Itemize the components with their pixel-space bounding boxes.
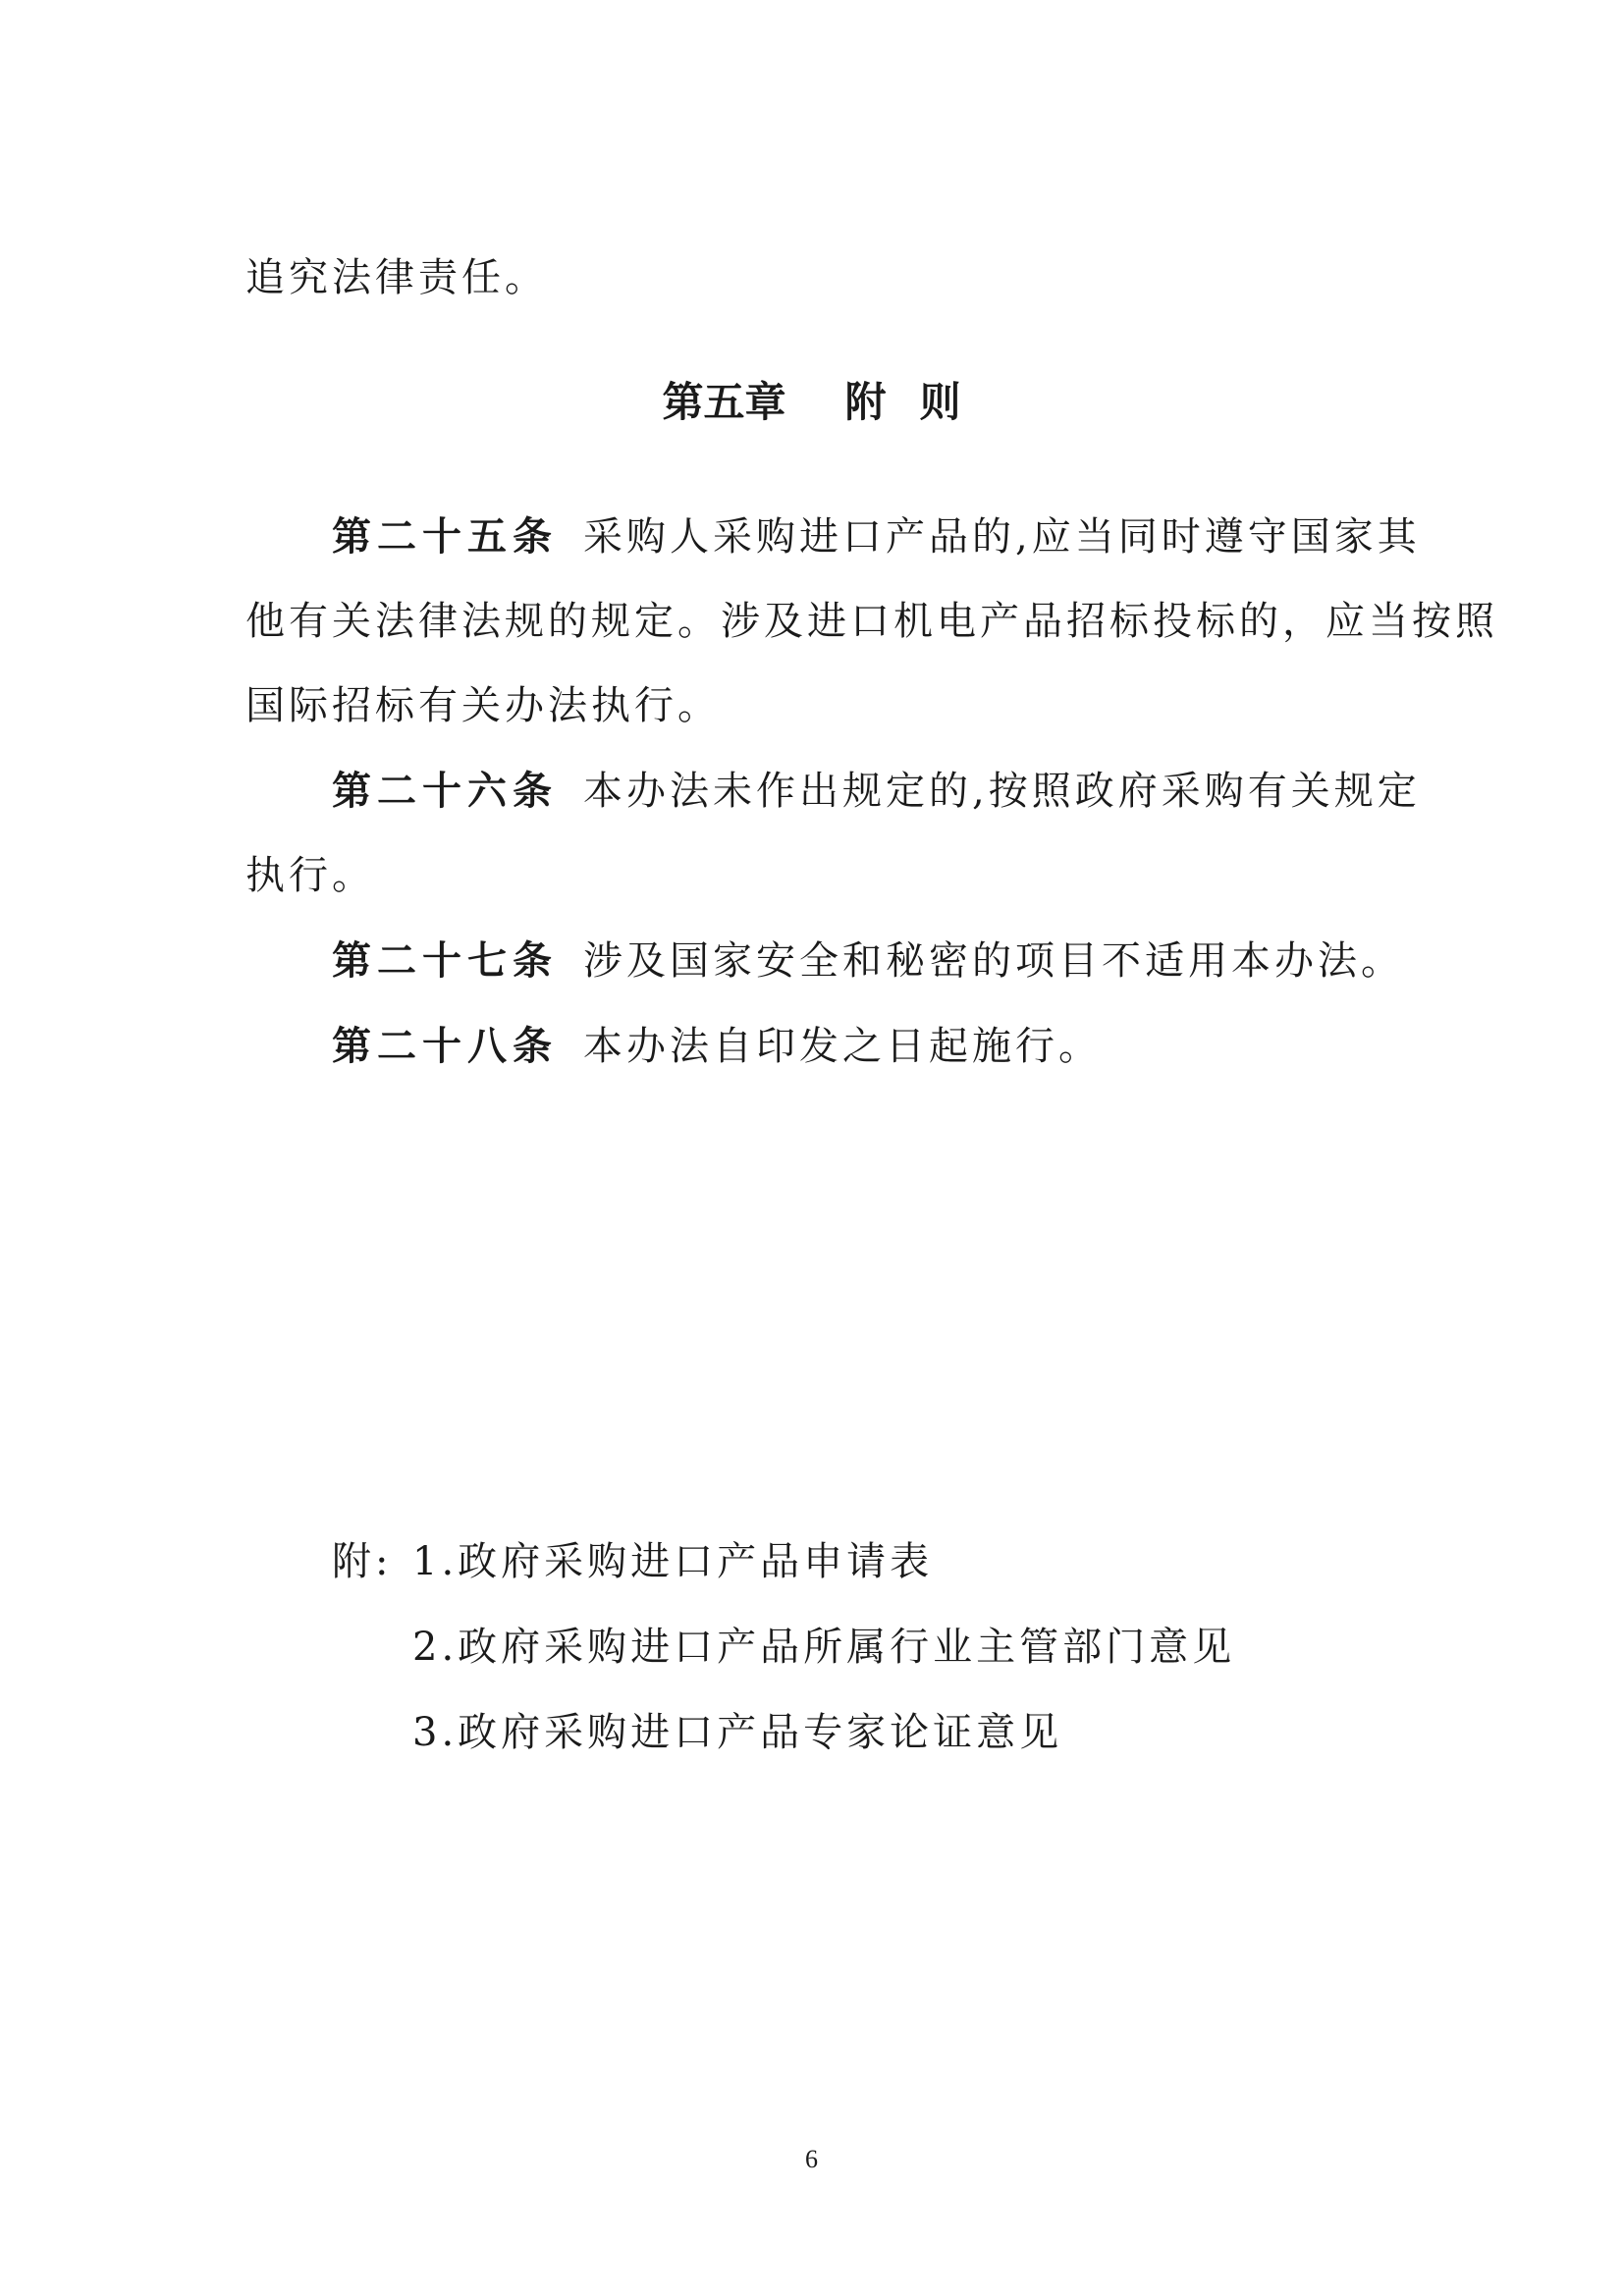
article-text: 采购人采购进口产品的,应当同时遵守国家其 <box>583 514 1421 560</box>
article-text-line: 执行。 <box>245 853 375 898</box>
article-title: 第二十五条 <box>332 513 558 560</box>
article-25-first-line <box>332 509 1421 564</box>
article-text-line: 他有关法律法规的规定。涉及进口机电产品招标投标的，应当按照 <box>245 599 1498 644</box>
article-text: 本办法自印发之日起施行。 <box>583 1024 1102 1069</box>
article-26-first-line <box>332 764 1421 819</box>
attachment-line-1 <box>332 1534 933 1589</box>
continuation-text: 追究法律责任。 <box>245 255 548 300</box>
chapter-title-part1: 附 <box>844 378 887 426</box>
article-title: 第二十八条 <box>332 1023 558 1069</box>
page-number: 6 <box>805 2145 818 2173</box>
article-27-line <box>332 934 1404 988</box>
article-text: 本办法未作出规定的,按照政府采购有关规定 <box>583 769 1421 814</box>
attachment-item: 2.政府采购进口产品所属行业主管部门意见 <box>412 1625 1236 1670</box>
article-title: 第二十七条 <box>332 937 558 984</box>
chapter-heading <box>0 375 1623 430</box>
chapter-title-part2: 则 <box>919 378 961 426</box>
attachments-label: 附: <box>332 1539 393 1584</box>
article-text: 涉及国家安全和秘密的项目不适用本办法。 <box>583 938 1404 984</box>
chapter-number: 第五章 <box>662 378 786 426</box>
article-text-line: 国际招标有关办法执行。 <box>245 683 721 728</box>
article-28-line <box>332 1019 1102 1074</box>
article-title: 第二十六条 <box>332 768 558 814</box>
attachment-item: 1.政府采购进口产品申请表 <box>412 1539 934 1584</box>
attachment-item: 3.政府采购进口产品专家论证意见 <box>412 1710 1063 1755</box>
